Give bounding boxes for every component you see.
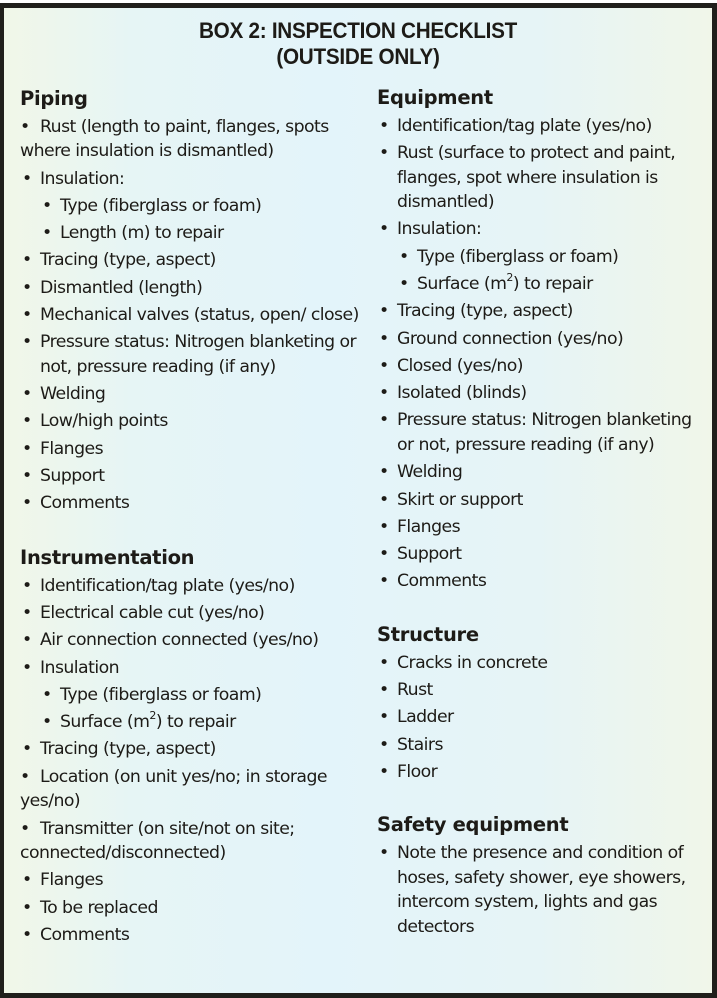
item-text: Length (m) to repair — [60, 223, 224, 244]
list-item — [377, 841, 707, 939]
section-spacer — [20, 516, 365, 545]
bullet-icon: • — [22, 466, 32, 487]
item-text: Identification/tag plate (yes/no) — [40, 575, 295, 596]
item-text: Cracks in concrete — [397, 652, 548, 673]
bullet-icon: • — [22, 630, 32, 651]
item-text: Mechanical valves (status, open/ close) — [40, 305, 359, 326]
item-text-tail: ) to repair — [155, 712, 236, 733]
list-item — [20, 167, 365, 192]
list-item — [377, 569, 707, 594]
list-item — [377, 408, 707, 457]
bullet-icon: • — [20, 818, 30, 839]
item-text: Low/high points — [40, 411, 168, 432]
bullet-icon: • — [379, 761, 389, 782]
list-item — [20, 923, 365, 948]
bullet-icon: • — [379, 680, 389, 701]
bullet-icon: • — [22, 897, 32, 918]
item-text: Comments — [40, 493, 130, 514]
item-text: Rust (length to paint, flanges, spots where insulation is dismantled) — [20, 116, 329, 162]
list-item — [20, 656, 365, 681]
list-item — [377, 515, 707, 540]
bullet-icon: • — [42, 223, 52, 244]
bullet-icon: • — [379, 143, 389, 164]
bullet-icon: • — [379, 301, 389, 322]
item-text: Tracing (type, aspect) — [40, 250, 216, 271]
bullet-icon: • — [42, 712, 52, 733]
superscript: 2 — [149, 709, 156, 723]
item-text: Note the presence and condition of hoses, safety shower, eye showers, intercom system, lights and gas detectors — [397, 843, 686, 937]
item-text: Welding — [40, 384, 106, 405]
list-item — [20, 330, 365, 379]
list-item — [377, 381, 707, 406]
bullet-icon: • — [22, 411, 32, 432]
item-text: Rust (surface to protect and paint, flanges, spot where insulation is dismantled) — [397, 143, 676, 213]
superscript: 2 — [506, 271, 513, 285]
item-text: Welding — [397, 462, 463, 483]
bullet-icon: • — [22, 924, 32, 945]
bullet-icon: • — [22, 657, 32, 678]
list-item — [20, 437, 365, 462]
sub-list-item — [20, 710, 365, 735]
bullet-icon: • — [379, 219, 389, 240]
bullet-icon: • — [399, 246, 409, 267]
bullet-icon: • — [20, 766, 30, 787]
item-text: Electrical cable cut (yes/no) — [40, 602, 265, 623]
section-heading: Piping — [20, 87, 88, 110]
item-text: Type (fiberglass or foam) — [60, 684, 262, 705]
left-column — [20, 86, 365, 947]
bullet-icon: • — [22, 870, 32, 891]
item-text: Tracing (type, aspect) — [397, 301, 573, 322]
bullet-icon: • — [379, 410, 389, 431]
item-text: Transmitter (on site/not on site; connected/disconnected) — [20, 818, 295, 864]
item-text: Comments — [397, 571, 487, 592]
section-structure — [377, 622, 707, 784]
bullet-icon: • — [379, 328, 389, 349]
list-item — [20, 276, 365, 301]
bullet-icon: • — [379, 516, 389, 537]
sub-list-item — [377, 245, 707, 270]
sub-list-item — [20, 221, 365, 246]
title-line-1: BOX 2: INSPECTION CHECKLIST — [198, 18, 518, 43]
checklist-box — [4, 8, 712, 993]
item-text: Flanges — [397, 516, 461, 537]
box-title — [32, 18, 683, 70]
section-heading: Structure — [377, 622, 479, 646]
list-item — [377, 217, 707, 242]
list-item — [20, 896, 365, 921]
item-text: Type (fiberglass or foam) — [60, 195, 262, 216]
bullet-icon: • — [399, 273, 409, 294]
bullet-icon: • — [379, 489, 389, 510]
bullet-icon: • — [22, 384, 32, 405]
list-item — [20, 303, 365, 328]
section-equipment — [377, 85, 707, 594]
item-text: Insulation: — [397, 219, 482, 240]
bullet-icon: • — [379, 355, 389, 376]
sub-list-item — [377, 272, 707, 297]
section-instrumentation — [20, 545, 365, 948]
bullet-icon: • — [379, 707, 389, 728]
bullet-icon: • — [379, 544, 389, 565]
bullet-icon: • — [42, 684, 52, 705]
item-text: Closed (yes/no) — [397, 355, 523, 376]
list-item — [20, 409, 365, 434]
list-item — [377, 705, 707, 730]
item-text: Pressure status: Nitrogen blanketing or not, pressure reading (if any) — [40, 332, 357, 377]
bullet-icon: • — [42, 195, 52, 216]
list-item — [20, 115, 365, 164]
list-item — [20, 382, 365, 407]
list-item — [20, 628, 365, 653]
item-text: Floor — [397, 761, 438, 782]
list-item — [377, 760, 707, 785]
title-line-2: (OUTSIDE ONLY) — [276, 44, 440, 69]
section-spacer — [377, 784, 707, 812]
bullet-icon: • — [22, 250, 32, 271]
list-item — [20, 464, 365, 489]
item-text: Rust — [397, 680, 433, 701]
item-text: Identification/tag plate (yes/no) — [397, 115, 652, 136]
list-item — [377, 460, 707, 485]
list-item — [20, 248, 365, 273]
item-text-tail: ) to repair — [512, 273, 593, 294]
sub-list-item — [20, 194, 365, 219]
bullet-icon: • — [22, 739, 32, 760]
item-text: Type (fiberglass or foam) — [417, 246, 619, 267]
bullet-icon: • — [22, 438, 32, 459]
bullet-icon: • — [22, 168, 32, 189]
bullet-icon: • — [22, 332, 32, 353]
item-text: Support — [397, 544, 462, 565]
list-item — [377, 299, 707, 324]
item-text: Pressure status: Nitrogen blanketing or not, pressure reading (if any) — [397, 410, 692, 455]
item-text: Tracing (type, aspect) — [40, 739, 216, 760]
bullet-icon: • — [379, 462, 389, 483]
item-text: Dismantled (length) — [40, 277, 203, 298]
bullet-icon: • — [379, 652, 389, 673]
item-text: Isolated (blinds) — [397, 383, 527, 404]
list-item — [377, 733, 707, 758]
list-item — [377, 651, 707, 676]
bullet-icon: • — [22, 575, 32, 596]
list-item — [377, 678, 707, 703]
item-text: Stairs — [397, 734, 443, 755]
section-piping — [20, 86, 365, 516]
item-text: Insulation: — [40, 168, 125, 189]
list-item — [377, 542, 707, 567]
item-text: Comments — [40, 924, 130, 945]
list-item — [377, 354, 707, 379]
item-text: Ground connection (yes/no) — [397, 328, 624, 349]
item-text: Flanges — [40, 438, 104, 459]
list-item — [377, 327, 707, 352]
item-text: Surface (m — [417, 273, 507, 294]
item-text: Skirt or support — [397, 489, 523, 510]
section-safety-equipment — [377, 812, 707, 939]
list-item — [20, 574, 365, 599]
section-heading: Instrumentation — [20, 545, 195, 569]
list-item — [20, 491, 365, 516]
list-item — [20, 817, 365, 866]
bullet-icon: • — [379, 383, 389, 404]
sub-list-item — [20, 683, 365, 708]
bullet-icon: • — [22, 602, 32, 623]
bullet-icon: • — [22, 305, 32, 326]
checklist-frame — [0, 3, 717, 998]
list-item — [20, 737, 365, 762]
right-column — [377, 85, 707, 939]
bullet-icon: • — [20, 116, 30, 137]
bullet-icon: • — [379, 843, 389, 864]
bullet-icon: • — [22, 493, 32, 514]
list-item — [20, 765, 365, 814]
list-item — [377, 488, 707, 513]
bullet-icon: • — [379, 734, 389, 755]
item-text: Support — [40, 466, 105, 487]
bullet-icon: • — [379, 115, 389, 136]
section-spacer — [377, 594, 707, 622]
item-text: Air connection connected (yes/no) — [40, 630, 319, 651]
section-heading: Equipment — [377, 86, 493, 109]
item-text: Flanges — [40, 870, 104, 891]
list-item — [20, 868, 365, 893]
bullet-icon: • — [379, 571, 389, 592]
item-text: Ladder — [397, 707, 454, 728]
item-text: To be replaced — [40, 897, 158, 918]
item-text: Location (on unit yes/no; in storage yes/no) — [20, 766, 327, 812]
list-item — [20, 601, 365, 626]
item-text: Surface (m — [60, 712, 150, 733]
section-heading: Safety equipment — [377, 813, 569, 837]
item-text: Insulation — [40, 657, 119, 678]
list-item — [377, 141, 707, 215]
bullet-icon: • — [22, 277, 32, 298]
list-item — [377, 114, 707, 139]
